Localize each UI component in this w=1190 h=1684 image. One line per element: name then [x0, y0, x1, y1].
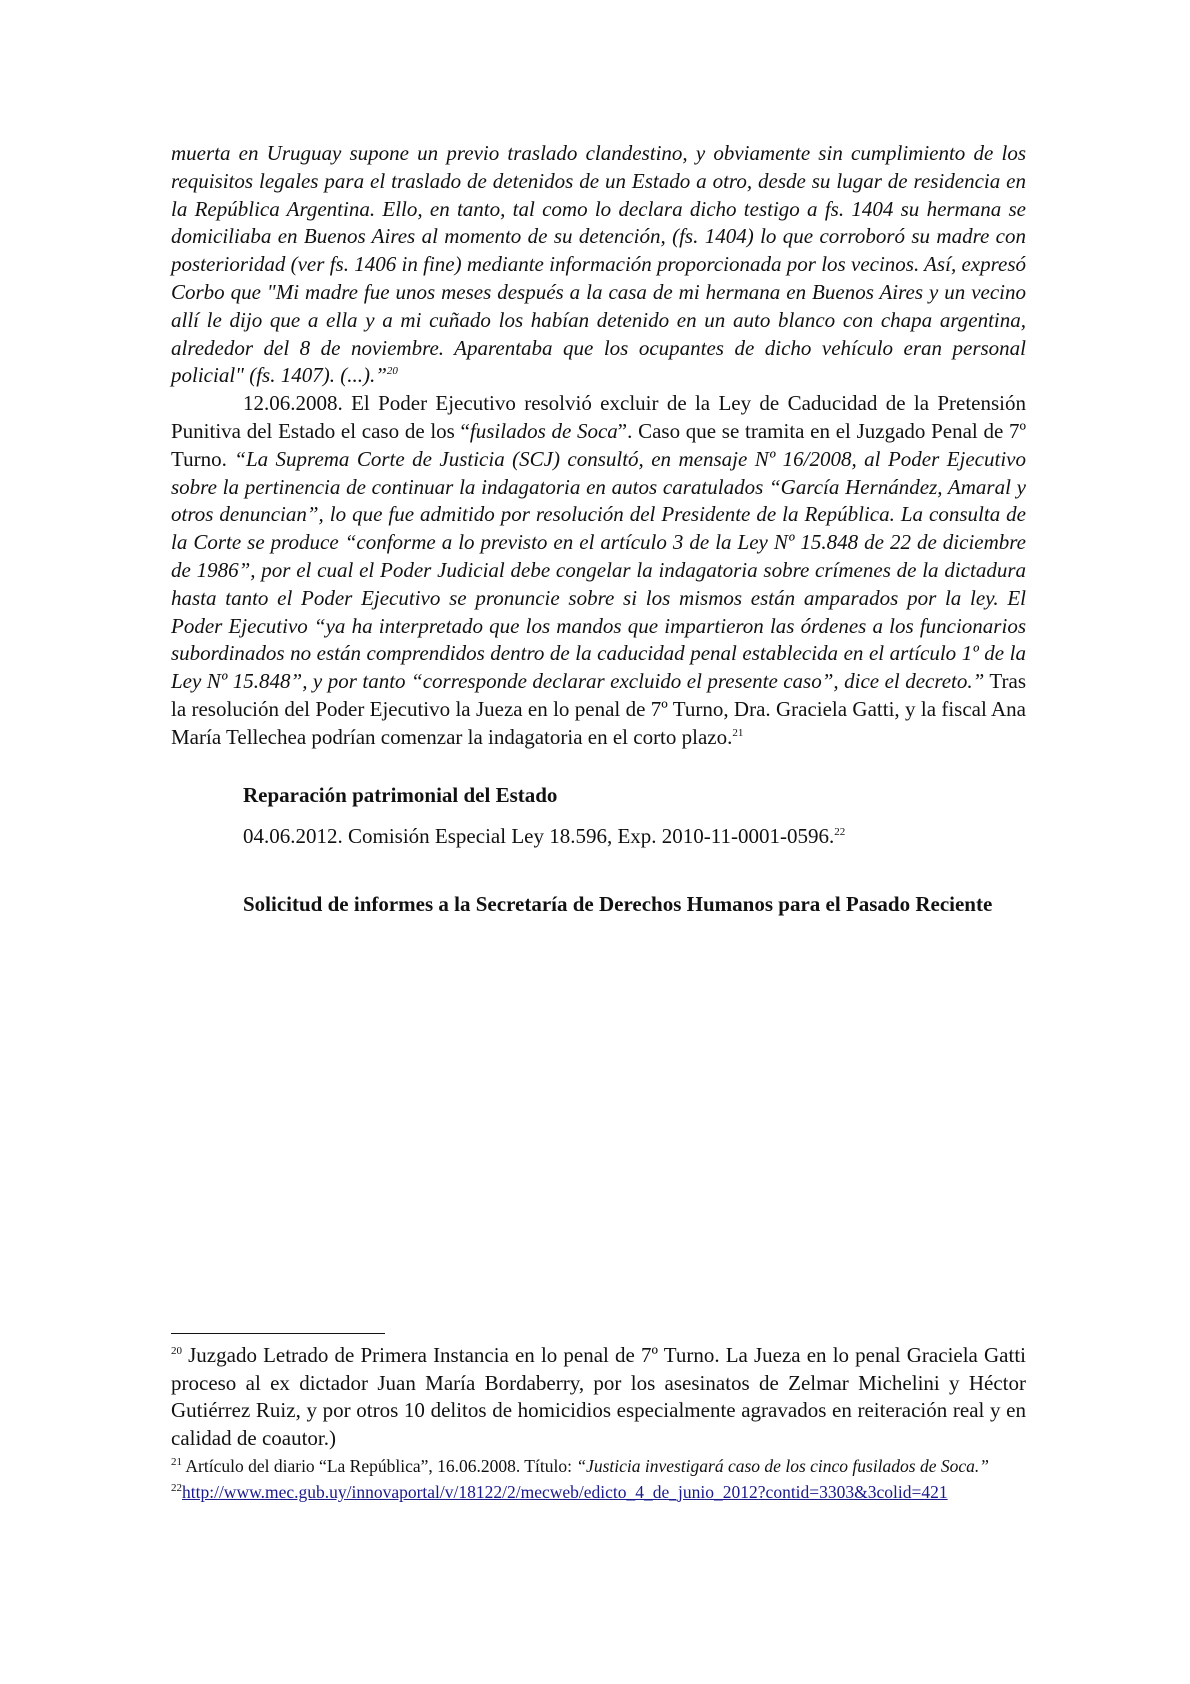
footnote-22 [171, 1480, 1026, 1504]
section-heading-reparacion: Reparación patrimonial del Estado [243, 782, 558, 807]
footnote-21-title: “Justicia investigará caso de los cinco fusilados de Soca.” [576, 1456, 989, 1476]
footnotes-area [171, 1333, 1026, 1504]
decision-court: ”. Caso que se tramita en el Juzgado Penal de 7º Turno. [171, 418, 1026, 471]
document-body [171, 140, 1026, 919]
decision-quote: “La Suprema Corte de Justicia (SCJ) consultó, en mensaje Nº 16/2008, al Poder Ejecutivo sobre la pertinencia de continuar la indagatoria en autos caratulados “García Hernández, Amaral y otros denuncian”, lo que fue admitido por resolución del Presidente de la República. La consulta de la Corte se produce “conforme a lo previsto en el artículo 3 de la Ley Nº 15.848 de 22 de diciembre de 1986”, por el cual el Poder Judicial debe congelar la indagatoria sobre crímenes de la dictadura hasta tanto el Poder Ejecutivo se pronuncie sobre si los mismos están amparados por la ley. El Poder Ejecutivo “ya ha interpretado que los mandos que impartieron las órdenes a los funcionarios subordinados no están comprendidos dentro de la caducidad penal establecida en el artículo 1º de la Ley Nº 15.848”, y por tanto “corresponde declarar excluido el presente caso”, dice el decreto.” [171, 446, 1026, 694]
quote-text: muerta en Uruguay supone un previo traslado clandestino, y obviamente sin cumplimiento de los requisitos legales para el traslado de detenidos de un Estado a otro, desde su lugar de residencia en la República Argentina. Ello, en tanto, tal como lo declara dicho testigo a fs. 1404 su hermana se domiciliaba en Buenos Aires al momento de su detención, (fs. 1404) lo que corroboró su madre con posterioridad (ver fs. 1406 in fine) mediante información proporcionada por los vecinos. Así, expresó Corbo que "Mi madre fue unos meses después a la casa de mi hermana en Buenos Aires y un vecino allí le dijo que a ella y a mi cuñado los habían detenido en un auto blanco con chapa argentina, alrededor del 8 de noviembre. Aparentaba que los ocupantes de dicho vehículo eran personal policial" (fs. 1407). (...).” [171, 141, 1026, 388]
footnote-20-text: Juzgado Letrado de Primera Instancia en lo penal de 7º Turno. La Jueza en lo penal Graciela Gatti proceso al ex dictador Juan María Bordaberry, por los asesinatos de Zelmar Michelini y Héctor Gutiérrez Ruiz, y por otros 10 delitos de homicidios especialmente agravados en reiteración real y en calidad de coautor.) [171, 1343, 1026, 1450]
footnote-ref-21[interactable]: 21 [732, 726, 744, 739]
footnote-ref-22[interactable]: 22 [834, 826, 846, 839]
footnote-22-link[interactable]: http://www.mec.gub.uy/innovaportal/v/18122/2/mecweb/edicto_4_de_junio_2012?contid=3303&3colid=421 [182, 1482, 948, 1502]
case-name: fusilados de Soca [469, 418, 618, 443]
footnote-21 [171, 1454, 1026, 1478]
footnote-20 [171, 1342, 1026, 1452]
footnote-separator [171, 1333, 385, 1334]
footnote-ref-20[interactable]: 20 [386, 365, 398, 378]
footnote-21-text: Artículo del diario “La República”, 16.06.2008. Título: [182, 1456, 577, 1476]
section-heading-solicitud: Solicitud de informes a la Secretaría de Derechos Humanos para el Pasado Reciente [243, 892, 993, 917]
expedient-line [171, 823, 1026, 851]
footnote-number-20: 20 [171, 1345, 182, 1357]
decision-intro: 12.06.2008. El Poder Ejecutivo resolvió excluir de la Ley de Caducidad de la Pretensión Punitiva del Estado el caso de los “ [171, 391, 1026, 443]
footnote-number-21: 21 [171, 1456, 182, 1469]
footnote-number-22: 22 [171, 1482, 182, 1495]
quote-paragraph [171, 140, 1026, 390]
expedient-text: 04.06.2012. Comisión Especial Ley 18.596, Exp. 2010-11-0001-0596. [243, 824, 835, 849]
decision-outcome: Tras la resolución del Poder Ejecutivo la Jueza en lo penal de 7º Turno, Dra. Graciela Gatti, y la fiscal Ana María Tellechea podrían comenzar la indagatoria en el corto plazo. [171, 669, 1026, 749]
decision-paragraph [171, 390, 1026, 751]
